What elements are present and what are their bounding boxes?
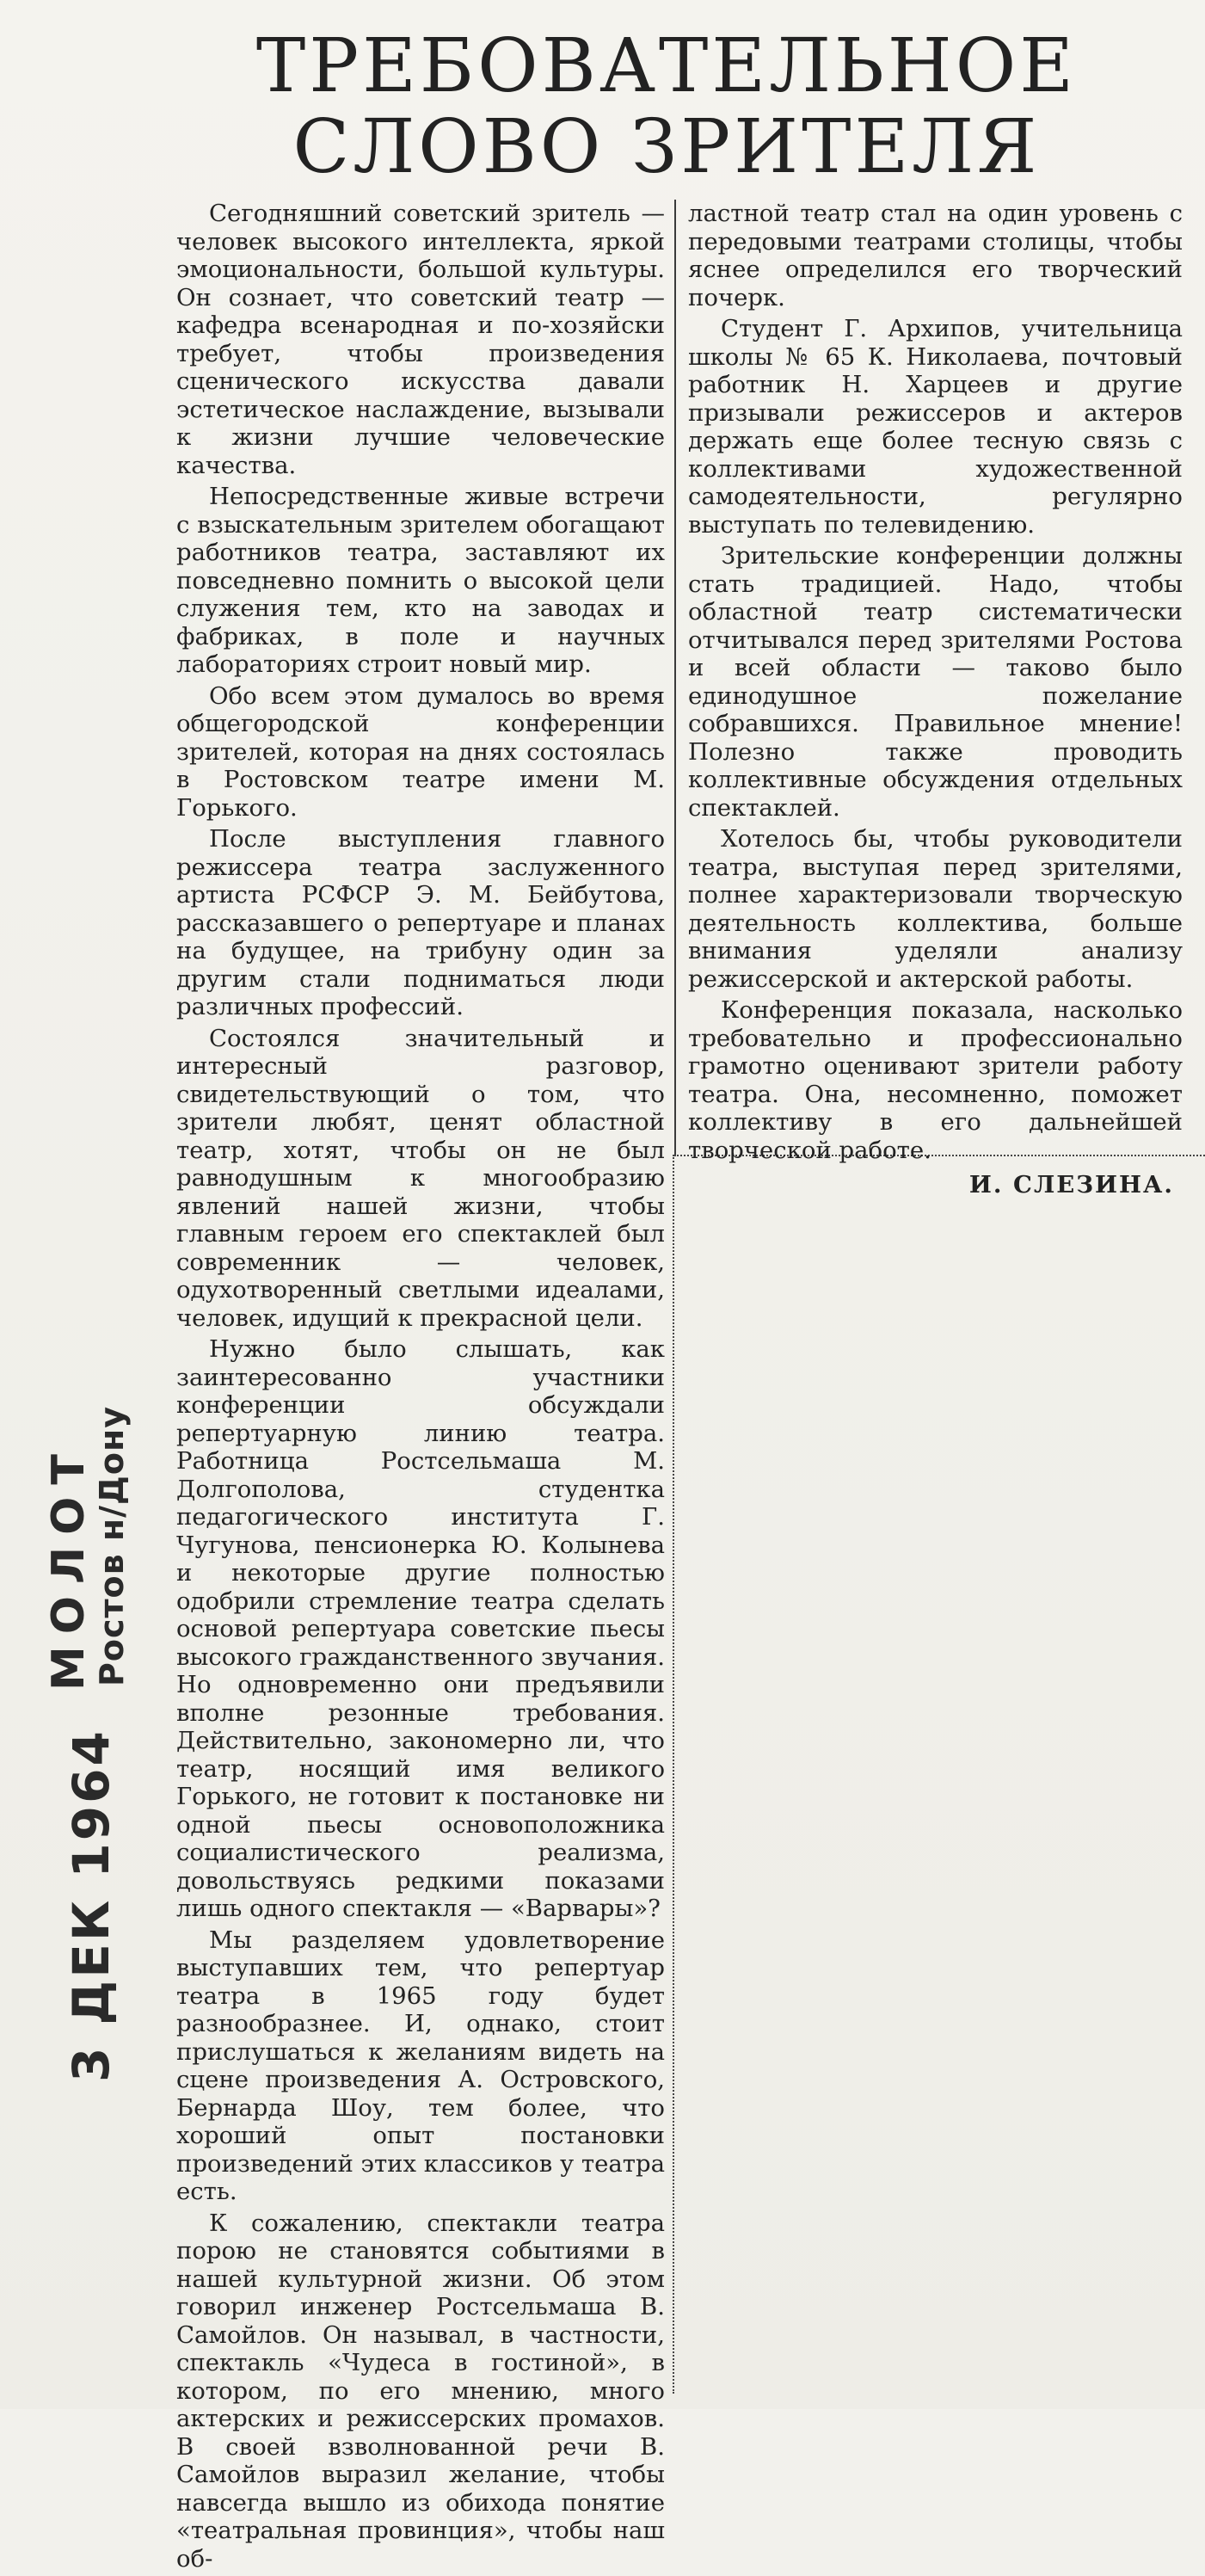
- stamp-city: Ростов н/Дону: [93, 1406, 131, 1686]
- headline-line-1: ТРЕБОВАТЕЛЬНОЕ: [255, 23, 1078, 109]
- stamp-newspaper-name: МОЛОТ: [43, 1442, 95, 1691]
- headline-line-2: СЛОВО ЗРИТЕЛЯ: [292, 104, 1041, 190]
- paragraph: ластной театр стал на один уровень с передовыми театрами столицы, чтобы яснее определился его творческий почерк.: [688, 200, 1183, 311]
- paragraph: Сегодняшний советский зритель — человек высокого интеллекта, яркой эмоциональности, большой культуры. Он сознает, что советский театр — кафедра всенародная и по-хозяйски требует, чтобы произведения сценического искусства давали эстетическое наслаждение, вызывали к жизни лучшие человеческие качества.: [176, 200, 665, 479]
- cut-line-vertical: [673, 1155, 676, 2394]
- paragraph: Непосредственные живые встречи с взыскательным зрителем обогащают работников театра, заставляют их повседневно помнить о высокой цели служения тем, кто на заводах и фабриках, в поле и научных лабораториях строит новый мир.: [176, 483, 665, 678]
- paragraph: Зрительские конференции должны стать традицией. Надо, чтобы областной театр систематически отчитывался перед зрителями Ростова и всей области — таково было единодушное пожелание собравшихся. Правильное мнение! Полезно также проводить коллективные обсуждения отдельных спектаклей.: [688, 542, 1183, 822]
- paragraph: Мы разделяем удовлетворение выступавших тем, что репертуар театра в 1965 году будет разнообразнее. И, однако, стоит прислушаться к желаниям видеть на сцене произведения А. Островского, Бернарда Шоу, тем более, что хороший опыт постановки произведений этих классиков у театра есть.: [176, 1926, 665, 2205]
- paragraph: Состоялся значительный и интересный разговор, свидетельствующий о том, что зрители любят, ценят областной театр, хотят, чтобы он не был равнодушным к многообразию явлений нашей жизни, чтобы главным героем его спектаклей был современник — человек, одухотворенный светлыми идеалами, человек, идущий к прекрасной цели.: [176, 1024, 665, 1332]
- column-divider: [674, 200, 676, 1155]
- stamp-date: 3 ДЕК 1964: [62, 1729, 120, 2082]
- paragraph: К сожалению, спектакли театра порою не становятся событиями в нашей культурной жизни. Об этом говорил инженер Ростсельмаша В. Самойлов. Он называл, в частности, спектакль «Чудеса в гостиной», в котором, по его мнению, много актерских и режиссерских промахов. В своей взволнованной речи В. Самойлов выразил желание, чтобы навсегда вышло из обихода понятие «театральная провинция», чтобы наш об-: [176, 2209, 665, 2573]
- article-headline: [176, 23, 1157, 190]
- left-column: [176, 200, 665, 2576]
- paragraph: Хотелось бы, чтобы руководители театра, выступая перед зрителями, полнее характеризовали творческую деятельность коллектива, больше внимания уделяли анализу режиссерской и актерской работы.: [688, 825, 1183, 993]
- author-signature: И. СЛЕЗИНА.: [968, 1171, 1174, 1199]
- paragraph: После выступления главного режиссера театра заслуженного артиста РСФСР Э. М. Бейбутова, рассказавшего о репертуаре и планах на будущее, на трибуну один за другим стали подниматься люди различных профессий.: [176, 825, 665, 1020]
- paragraph: Студент Г. Архипов, учительница школы № 65 К. Николаева, почтовый работник Н. Харцеев и другие призывали режиссеров и актеров держать еще более тесную связь с коллективами художественной самодеятельности, регулярно выступать по телевидению.: [688, 315, 1183, 539]
- right-column: [688, 200, 1183, 1199]
- paragraph: Нужно было слышать, как заинтересованно участники конференции обсуждали репертуарную линию театра. Работница Ростсельмаша М. Долгополова, студентка педагогического института Г. Чугунова, пенсионерка Ю. Колынева и некоторые другие полностью одобрили стремление театра сделать основой репертуара советские пьесы высокого гражданственного звучания. Но одновременно они предъявили вполне резонные требования. Действительно, закономерно ли, что театр, носящий имя великого Горького, не готовит к постановке ни одной пьесы основоположника социалистического реализма, довольствуясь редкими показами лишь одного спектакля — «Варвары»?: [176, 1335, 665, 1922]
- paragraph: Обо всем этом думалось во время общегородской конференции зрителей, которая на днях состоялась в Ростовском театре имени М. Горького.: [176, 681, 665, 822]
- paragraph: Конференция показала, насколько требовательно и профессионально грамотно оценивают зрители работу театра. Она, несомненно, поможет коллективу в его дальнейшей творческой работе.: [688, 996, 1183, 1164]
